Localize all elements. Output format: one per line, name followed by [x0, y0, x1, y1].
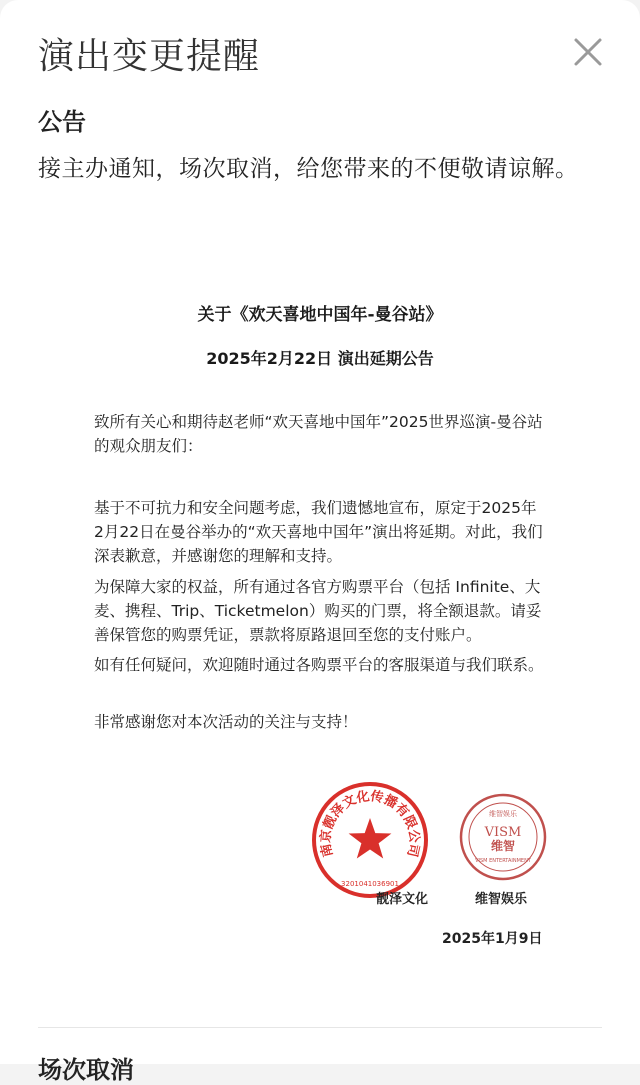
- svg-text:3201041036901: 3201041036901: [341, 880, 399, 888]
- close-button[interactable]: [566, 30, 610, 74]
- doc-date: 2025年1月9日: [442, 931, 543, 947]
- cancel-section-title: 场次取消: [38, 1056, 134, 1084]
- vism-seal: [458, 792, 548, 882]
- svg-text:南京靓泽文化传播有限公司: 南京靓泽文化传播有限公司: [318, 789, 422, 859]
- announcement-text: 接主办通知，场次取消，给您带来的不便敬请谅解。: [38, 156, 579, 182]
- signature-vism: 维智娱乐: [475, 892, 528, 907]
- announcement-label: 公告: [38, 108, 86, 136]
- doc-paragraph: 如有任何疑问，欢迎随时通过各购票平台的客服渠道与我们联系。: [94, 656, 544, 674]
- modal-title: 演出变更提醒: [38, 36, 261, 77]
- divider: [38, 1027, 602, 1028]
- svg-text:维智娱乐: 维智娱乐: [489, 810, 517, 818]
- doc-paragraph: 基于不可抗力和安全问题考虑，我们遗憾地宣布，原定于2025年2月22日在曼谷举办的“欢天喜地中国年”演出将延期。对此，我们深表歉意，并感谢您的理解和支持。: [94, 499, 543, 565]
- company-seal-red: [310, 780, 430, 900]
- doc-title: 关于《欢天喜地中国年-曼谷站》: [197, 305, 443, 325]
- announcement-image: [0, 200, 640, 1000]
- doc-subtitle: 2025年2月22日 演出延期公告: [206, 349, 434, 368]
- doc-paragraph: 致所有关心和期待赵老师“欢天喜地中国年”2025世界巡演-曼谷站的观众朋友们：: [94, 413, 543, 455]
- doc-paragraph: 非常感谢您对本次活动的关注与支持！: [94, 713, 358, 731]
- signature-liangze: 靓泽文化: [376, 892, 429, 907]
- svg-text:VISM: VISM: [484, 825, 522, 840]
- svg-text:维智: 维智: [490, 839, 516, 853]
- close-icon: [573, 37, 603, 67]
- doc-paragraph: 为保障大家的权益，所有通过各官方购票平台（包括 Infinite、大麦、携程、Trip、Ticketmelon）购买的门票，将全额退款。请妥善保管您的购票凭证，票款将原路退回至您的支付账户。: [94, 578, 542, 644]
- svg-text:VISM ENTERTAINMENT: VISM ENTERTAINMENT: [475, 858, 531, 864]
